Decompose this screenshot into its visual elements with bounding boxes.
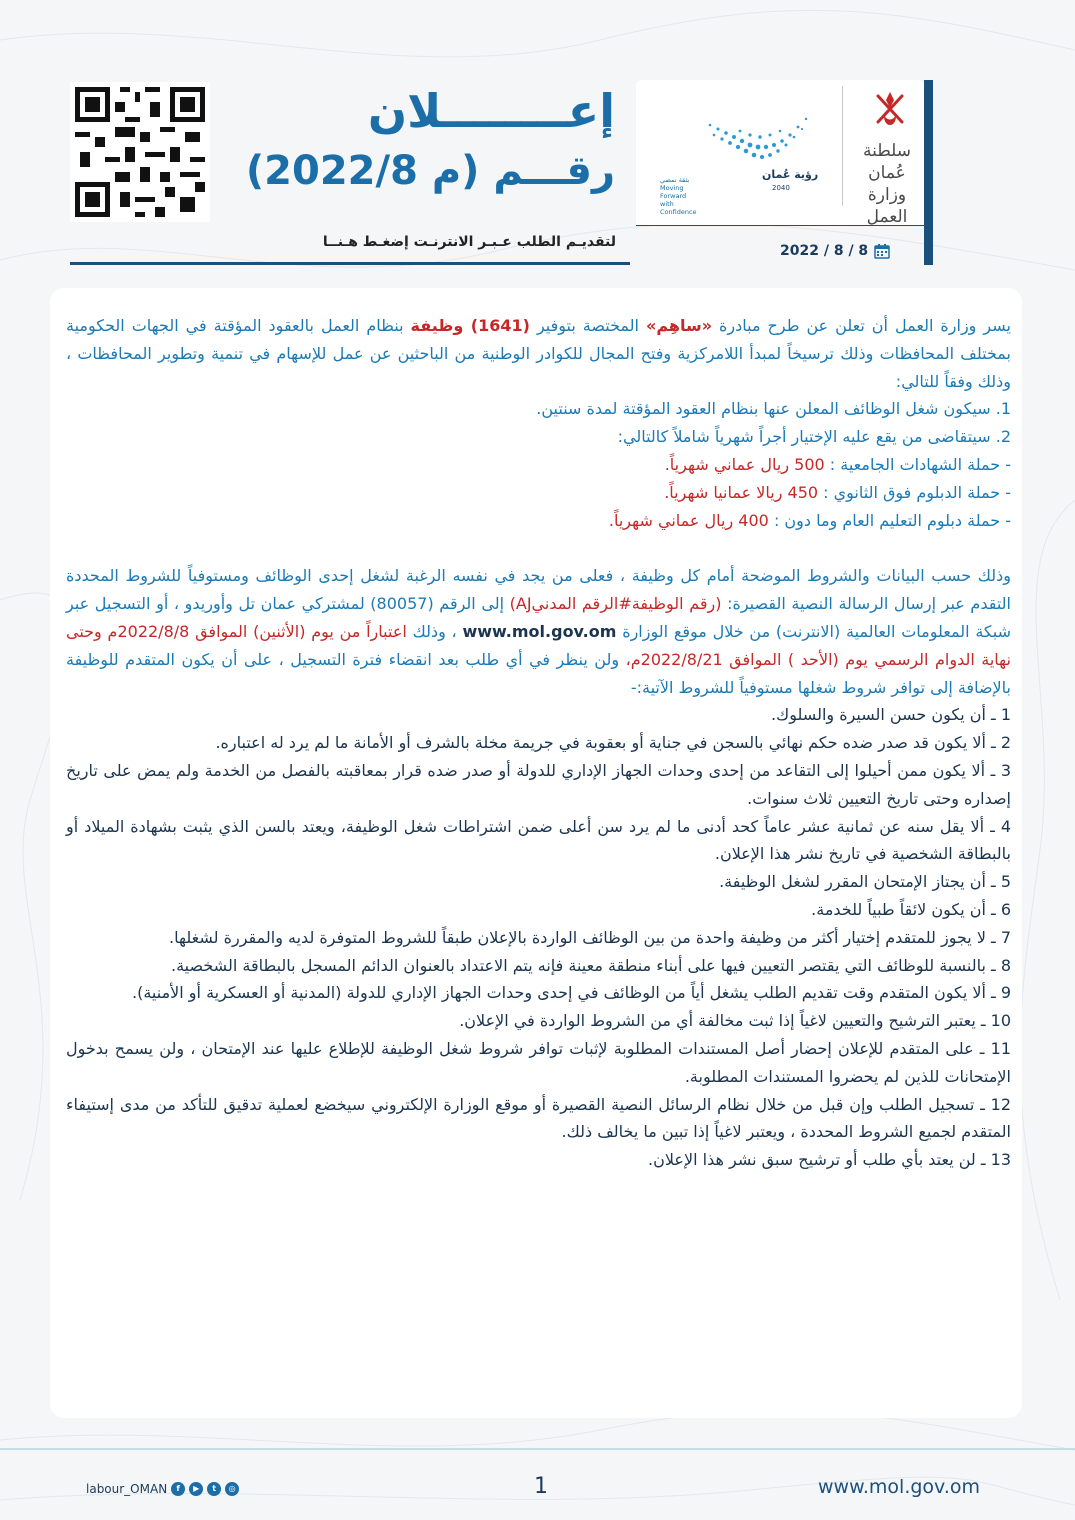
apply-text-1: وذلك حسب البيانات والشروط الموضحة أمام كل وظيفة ، فعلى من يجد في نفسه الرغبة لشغل إحدى الوظائف ومستوفياً للشروط المحددة التقدم عبر إرسال الرسالة النصية القصيرة: (66, 566, 1011, 614)
logo-divider (842, 86, 843, 206)
announcement-date (780, 240, 905, 262)
ministry-name (852, 140, 922, 228)
condition-item: 2 ـ ألا يكون قد صدر ضده حكم نهائي بالسجن في جناية أو بعقوبة في جريمة مخلة بالشرف أو الأمانة ما لم يرد له اعتباره. (215, 733, 1011, 753)
slogan-ar: بثقة نمضي (660, 176, 690, 184)
slogan-en-1: Moving Forward (660, 184, 687, 200)
social-links (86, 1478, 239, 1500)
footer-website-link[interactable]: www.mol.gov.om (818, 1476, 980, 1498)
condition-item: 3 ـ ألا يكون ممن أحيلوا إلى التقاعد من إحدى وحدات الجهاز الإداري للدولة أو صدر ضده قرار بمعاقبته بالفصل من الخدمة ولم يمض على تاريخ إصداره وحتى تاريخ التعيين ثلاث سنوات. (66, 760, 1011, 808)
vision-name: رؤية عُمان (762, 168, 819, 181)
condition-item: 7 ـ لا يجوز للمتقدم إختيار أكثر من وظيفة واحدة من بين الوظائف الواردة بالإعلان طبقاً للشروط المتوفرة لديه والمقررة لشغلها. (169, 927, 1011, 947)
salary-item: - حملة الشهادات الجامعية : 500 ريال عماني شهرياً. (664, 454, 1011, 474)
announcement-number: رقـــم (م 2022/8) (245, 148, 615, 194)
condition-item: 12 ـ تسجيل الطلب وإن قبل من خلال نظام الرسائل النصية القصيرة أو موقع الوزارة الإلكتروني سيخضع لعملية تدقيق للتأكد من مدى إستيفاء المتقدم لجميع الشروط المحددة ، ويعتبر لاغياً إذا تبين ما يخالف ذلك. (66, 1094, 1011, 1142)
online-apply-link[interactable]: لتقديـم الطلب عـبـر الانترنـت إضغـط هـنــا (322, 234, 616, 250)
intro-paragraph (66, 312, 1011, 395)
condition-item: 10 ـ يعتبر الترشيح والتعيين لاغياً إذا ثبت مخالفة أي من الشروط الواردة في الإعلان. (459, 1011, 1011, 1031)
social-handle: labour_OMAN (86, 1482, 168, 1496)
application-paragraph (66, 562, 1011, 701)
condition-item: 11 ـ على المتقدم للإعلان إحضار أصل المستندات المطلوبة لإثبات توافر شروط شغل الوظيفة للإطلاع عليها عند الإمتحان ، ولن يسمح بدخول الإمتحانات للذين لم يحضروا المستندات المطلوبة. (66, 1038, 1011, 1086)
footer-divider (0, 1448, 1075, 1450)
condition-item: 8 ـ بالنسبة للوظائف التي يقتصر التعيين فيها على أبناء منطقة معينة فإنه يتم الاعتداد بالعنوان الدائم المسجل بالبطاقة الشخصية. (170, 955, 1011, 975)
condition-item: 9 ـ ألا يكون المتقدم وقت تقديم الطلب يشغل أياً من الوظائف في إحدى وحدات الجهاز الإداري للدولة (المدنية أو العسكرية أو الأمنية). (132, 983, 1011, 1003)
condition-item: 13 ـ لن يعتد بأي طلب أو ترشيح سبق نشر هذا الإعلان. (648, 1150, 1011, 1170)
qr-code[interactable] (70, 82, 210, 222)
announcement-title: إعــــــــلان (367, 84, 615, 138)
twitter-icon[interactable]: t (207, 1482, 221, 1496)
intro-text-3: بنظام العمل بالعقود المؤقتة في الجهات الحكومية بمختلف المحافظات وذلك ترسيخاً لمبدأ اللامركزية وفتح المجال للكوادر الوطنية من الباحثين عن عمل للإسهام في تنمية وتطوير المحافظات ، وذلك وفقاً للتالي: (66, 316, 1011, 391)
sms-format: (رقم الوظيفة#الرقم المدنيAJ) (509, 594, 722, 614)
paragraph-gap (66, 534, 1011, 562)
salary-item: - حملة دبلوم التعليم العام وما دون : 400 ريال عماني شهرياً. (608, 510, 1011, 530)
facebook-icon[interactable]: f (171, 1482, 185, 1496)
header-divider (70, 262, 630, 265)
saham-initiative: «ساهِم» (645, 316, 713, 335)
ministry-website-link[interactable]: www.mol.gov.om (462, 621, 617, 641)
vision-year: 2040 (772, 184, 790, 192)
ministry-line-2: وزارة العمل (866, 185, 908, 227)
youtube-icon[interactable]: ▶ (189, 1482, 203, 1496)
announcement-content (66, 312, 1011, 1174)
intro-text-2: المختصة بتوفير (536, 316, 639, 335)
date-text: 2022 / 8 / 8 (780, 243, 869, 259)
instagram-icon[interactable]: ◎ (225, 1482, 239, 1496)
application-period: اعتباراً من يوم (الأثنين) الموافق 2022/8/8م وحتى نهاية الدوام الرسمي يوم (الأحد ) الموافق 2022/8/21م، (66, 621, 1012, 669)
salary-item: - حملة الدبلوم فوق الثانوي : 450 ريالا عمانيا شهرياً. (664, 482, 1011, 502)
qr-code-pattern (70, 82, 210, 222)
ministry-line-1: سلطنة عُمان (862, 141, 912, 183)
conditions-list (66, 701, 1011, 1174)
condition-item: 6 ـ أن يكون لائقاً طبياً للخدمة. (811, 899, 1011, 919)
point-2: 2. سيتقاضى من يقع عليه الإختيار أجراً شهرياً شاملاً كالتالي: (617, 427, 1011, 447)
page-number: 1 (534, 1474, 548, 1499)
slogan (660, 176, 710, 216)
point-1: 1. سيكون شغل الوظائف المعلن عنها بنظام العقود المؤقتة لمدة سنتين. (536, 399, 1011, 419)
jobs-count: (1641) وظيفة (410, 316, 530, 335)
oman-emblem-icon (870, 86, 910, 134)
logo-accent-strip (924, 80, 933, 265)
condition-item: 4 ـ ألا يقل سنه عن ثمانية عشر عاماً كحد أدنى ما لم يرد سن أعلى ضمن اشتراطات شغل الوظيفة، ويعتد بالسن الذي يثبت بشهادة الميلاد أو بالبطاقة الشخصية في تاريخ نشر هذا الإعلان. (66, 816, 1011, 864)
slogan-en-2: with Confidence (660, 200, 697, 216)
apply-text-3: ، وذلك (412, 621, 457, 641)
apply-text-2: إلى الرقم (80057) لمشتركي عمان تل وأوريدو ، أو التسجيل عبر شبكة المعلومات العالمية (الانترنت) من خلال موقع الوزارة (66, 594, 1011, 641)
condition-item: 1 ـ أن يكون حسن السيرة والسلوك. (770, 705, 1011, 725)
intro-text-1: يسر وزارة العمل أن تعلن عن طرح مبادرة (719, 316, 1011, 335)
calendar-icon (874, 243, 890, 259)
apply-text-4: ولن ينظر في أي طلب بعد انقضاء فترة التسجيل ، على أن يكون المتقدم للوظيفة بالإضافة إلى توافر شروط شغلها مستوفياً للشروط الآتية:- (66, 649, 1011, 697)
condition-item: 5 ـ أن يجتاز الإمتحان المقرر لشغل الوظيفة. (719, 872, 1011, 892)
